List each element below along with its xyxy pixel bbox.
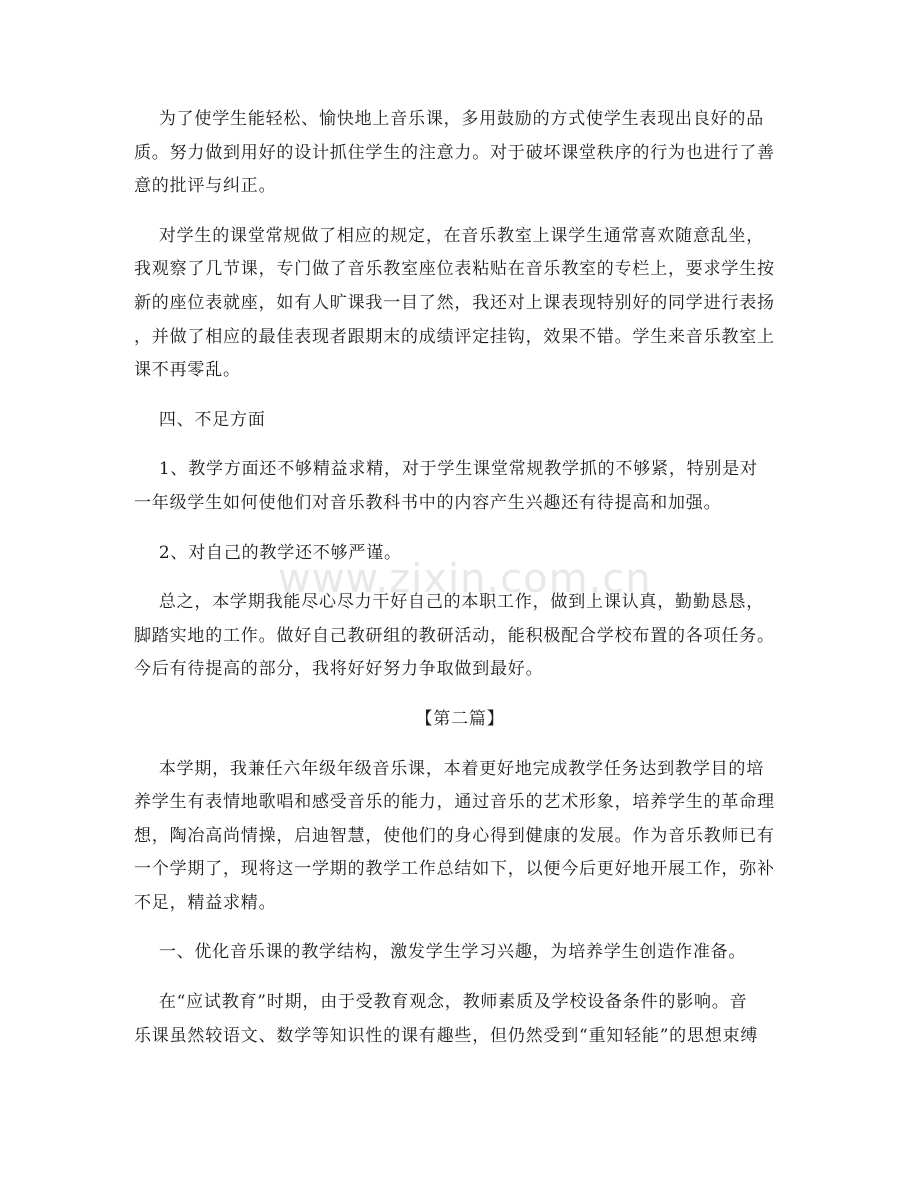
paragraph-gap (134, 687, 786, 703)
text-line: 课不再零乱。 (134, 360, 241, 381)
text-line: 脚踏实地的工作。做好自己教研组的教研活动，能积极配合学校布置的各项任务。 (134, 625, 775, 646)
paragraph-gap (134, 570, 786, 586)
paragraph-gap (134, 970, 786, 986)
text-line: 本学期，我兼任六年级年级音乐课，本着更好地完成教学任务达到教学目的培 (134, 758, 765, 779)
text-line: 1、教学方面还不够精益求精，对于学生课堂常规教学抓的不够紧，特别是对 (134, 459, 758, 480)
paragraph-gap (134, 204, 786, 220)
paragraph-gap (134, 737, 786, 753)
text-line: 四、不足方面 (134, 409, 266, 430)
watermark: www.zixin.com.cn (278, 556, 652, 602)
paragraph (134, 986, 786, 1053)
section-heading (134, 703, 786, 737)
text-line: 乐课虽然较语文、数学等知识性的课有趣些，但仍然受到“重知轻能”的思想束缚 (134, 1025, 759, 1046)
text-line: 2、对自己的教学还不够严谨。 (134, 542, 402, 563)
text-line: 为了使学生能轻松、愉快地上音乐课，多用鼓励的方式使学生表现出良好的品 (134, 109, 765, 129)
paragraph (134, 936, 786, 970)
text-line: 不足，精益求精。 (134, 892, 277, 913)
text-line: 在“应试教育”时期，由于受教育观念，教师素质及学校设备条件的影响。音 (134, 992, 748, 1013)
text-line: 一年级学生如何使他们对音乐教科书中的内容产生兴趣还有待提高和加强。 (134, 492, 722, 513)
paragraph (134, 537, 786, 571)
text-line: 一个学期了，现将这一学期的教学工作总结如下，以便今后更好地开展工作，弥补 (134, 859, 775, 880)
text-line: 对学生的课堂常规做了相应的规定，在音乐教室上课学生通常喜欢随意乱坐， (134, 225, 765, 246)
text-line: 养学生有表情地歌唱和感受音乐的能力，通过音乐的艺术形象，培养学生的革命理 (134, 792, 775, 813)
paragraph (134, 103, 786, 204)
text-line: 【第二篇】 (415, 708, 505, 729)
text-line: 意的批评与纠正。 (134, 176, 277, 197)
paragraph-gap (134, 437, 786, 453)
paragraph (134, 586, 786, 687)
paragraph (134, 453, 786, 520)
paragraph-gap (134, 388, 786, 404)
text-line: 新的座位表就座，如有人旷课我一目了然，我还对上课表现特别好的同学进行表扬 (134, 292, 775, 313)
text-line: 总之，本学期我能尽心尽力干好自己的本职工作，做到上课认真，勤勤恳恳， (134, 592, 765, 613)
text-line: 今后有待提高的部分，我将好好努力争取做到最好。 (134, 659, 544, 680)
text-line: 质。努力做到用好的设计抓住学生的注意力。对于破坏课堂秩序的行为也进行了善 (134, 142, 775, 163)
text-line: 我观察了几节课，专门做了音乐教室座位表粘贴在音乐教室的专栏上，要求学生按 (134, 259, 775, 280)
paragraph-gap (134, 920, 786, 936)
paragraph (134, 404, 786, 438)
paragraph-gap (134, 521, 786, 537)
text-line: ，并做了相应的最佳表现者跟期末的成绩评定挂钩，效果不错。学生来音乐教室上 (134, 326, 775, 347)
document-page (134, 103, 786, 1053)
paragraph (134, 753, 786, 921)
text-line: 想，陶冶高尚情操，启迪智慧，使他们的身心得到健康的发展。作为音乐教师已有 (134, 825, 775, 846)
text-line: 一、优化音乐课的教学结构，激发学生学习兴趣，为培养学生创造作准备。 (134, 942, 747, 963)
paragraph (134, 220, 786, 388)
